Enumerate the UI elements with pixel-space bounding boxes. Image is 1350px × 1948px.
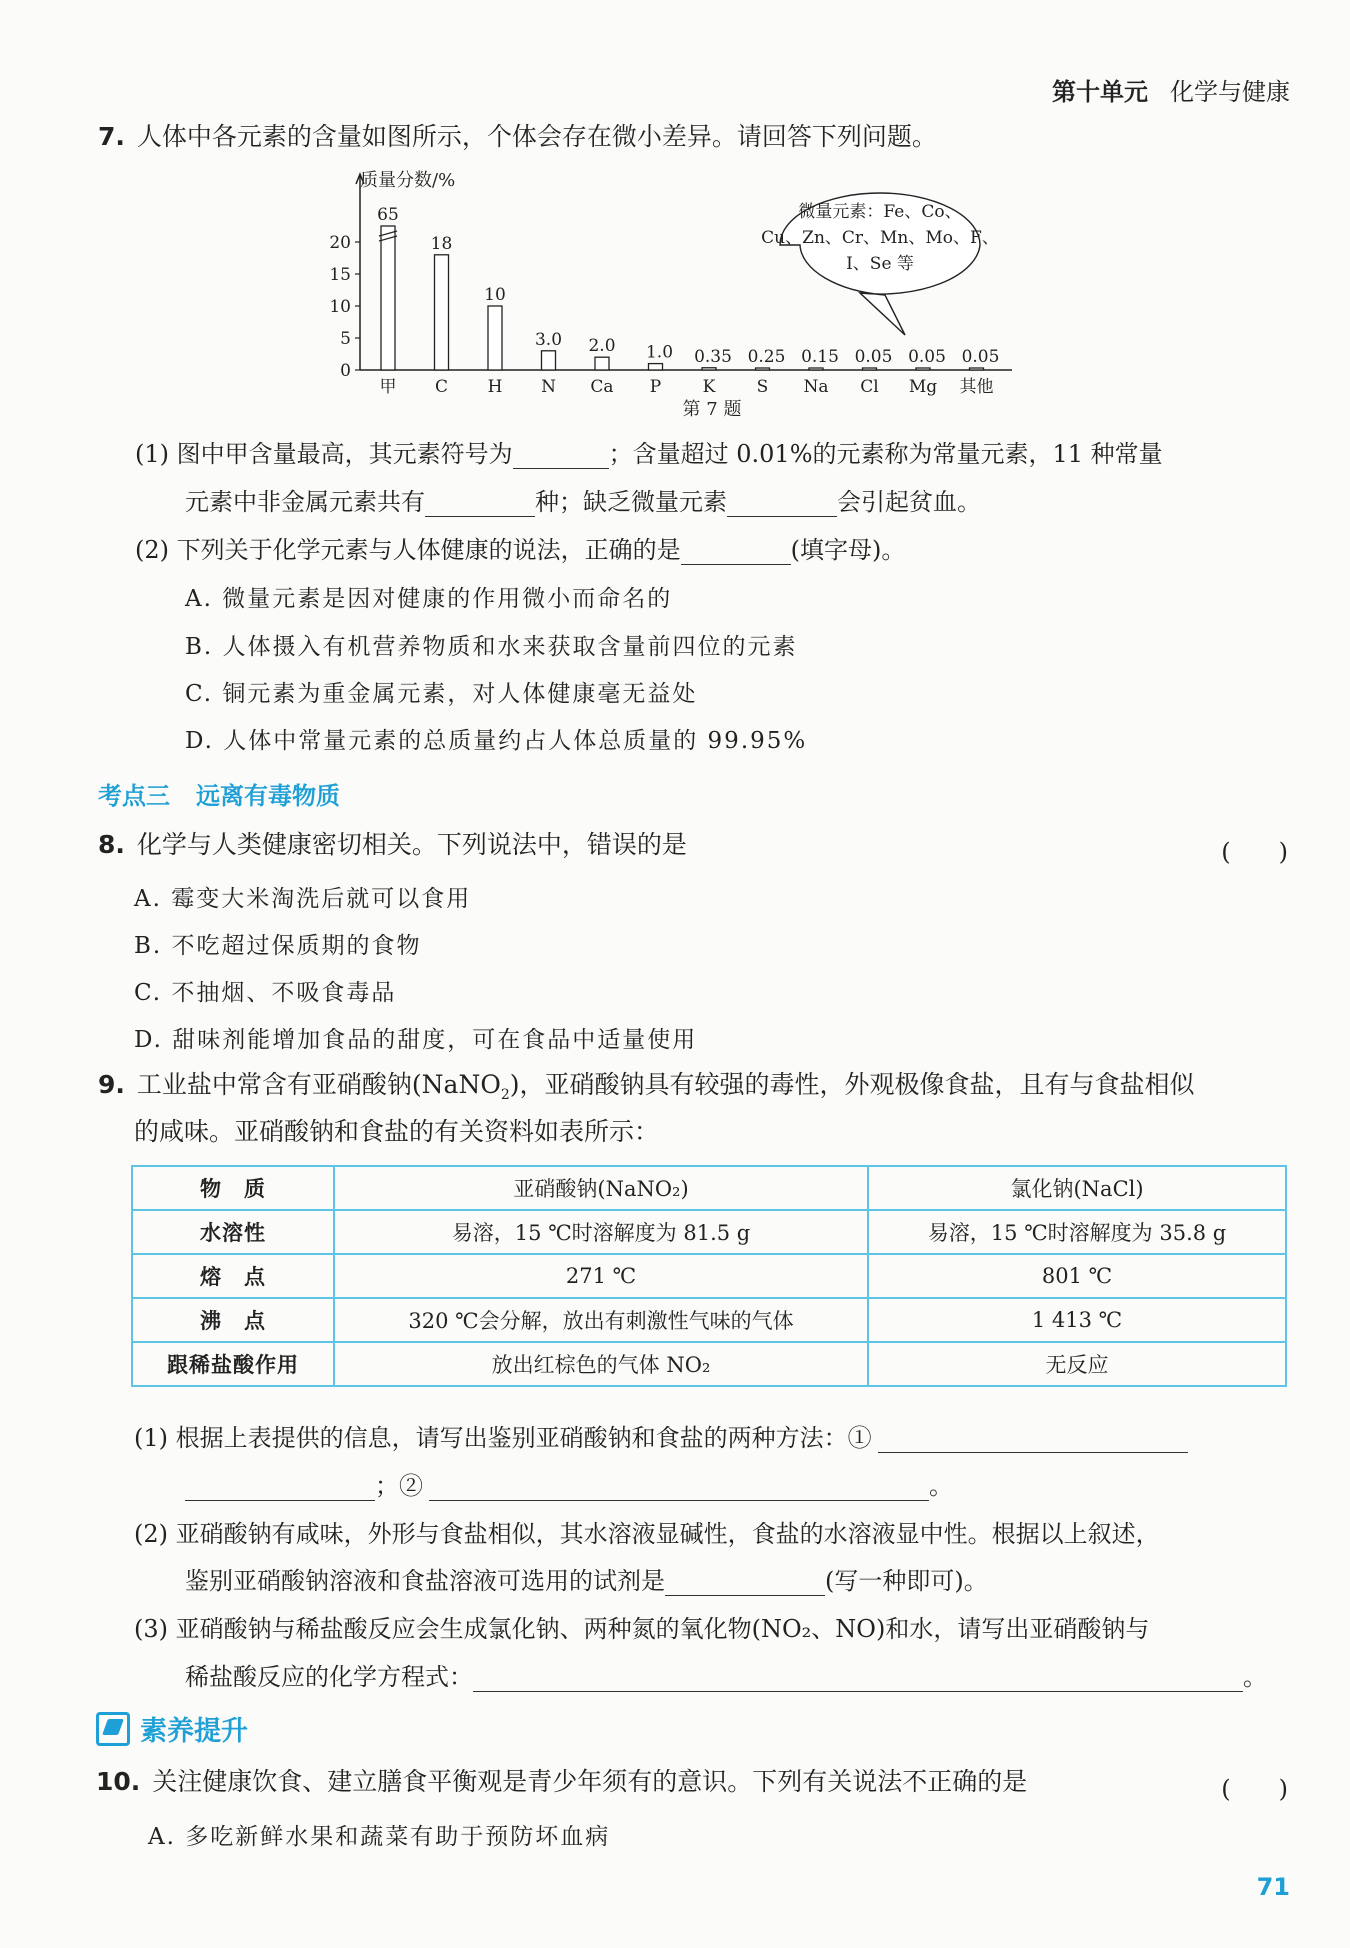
q7-option-b[interactable]: B. 人体摄入有机营养物质和水来获取含量前四位的元素 <box>185 634 798 660</box>
table-header-cell: 氯化钠(NaCl) <box>868 1166 1286 1210</box>
bar <box>702 368 716 370</box>
table-cell: 放出红棕色的气体 NO₂ <box>334 1342 868 1386</box>
x-tick-label: P <box>649 377 662 397</box>
answer-blank-method2[interactable] <box>429 1476 929 1501</box>
x-tick-label: Cl <box>860 377 879 397</box>
q9-stem-line2: 的咸味。亚硝酸钠和食盐的有关资料如表所示： <box>134 1117 660 1146</box>
bar <box>542 351 556 370</box>
bar <box>809 368 823 370</box>
bar-value-label: 3.0 <box>534 329 563 350</box>
bar <box>863 368 877 370</box>
chart-title: 第 7 题 <box>682 399 742 420</box>
x-tick-label: Na <box>803 377 829 397</box>
x-tick-label: K <box>702 377 716 397</box>
q8-option-b[interactable]: B. 不吃超过保质期的食物 <box>134 933 422 959</box>
table-row-label: 跟稀盐酸作用 <box>132 1342 334 1386</box>
answer-blank-count[interactable] <box>425 492 535 517</box>
bar-value-label: 1.0 <box>645 342 674 363</box>
q7-text: 人体中各元素的含量如图所示，个体会存在微小差异。请回答下列问题。 <box>136 122 937 151</box>
bar-value-label: 65 <box>377 205 399 225</box>
answer-blank-reagent[interactable] <box>665 1571 825 1596</box>
bubble-text-line: Cu、Zn、Cr、Mn、Mo、F、 <box>761 228 999 248</box>
element-content-chart <box>320 160 1100 430</box>
x-tick-label: C <box>434 377 449 397</box>
y-tick-label: 10 <box>329 297 351 317</box>
y-tick-label: 5 <box>340 329 351 349</box>
x-tick-label: 其他 <box>959 377 994 397</box>
bar <box>381 226 395 370</box>
q9-part1-line1: (1) 根据上表提供的信息，请写出鉴别亚硝酸钠和食盐的两种方法：① <box>134 1418 1188 1453</box>
edit-icon <box>96 1712 130 1746</box>
q10-stem: 10. 关注健康饮食、建立膳食平衡观是青少年须有的意识。下列有关说法不正确的是 <box>96 1767 1028 1796</box>
table-row-label: 水溶性 <box>132 1210 334 1254</box>
chart-ylabel: 质量分数/% <box>360 170 456 191</box>
q7-stem <box>98 122 937 152</box>
comparison-table <box>131 1165 1287 1387</box>
y-tick-label: 0 <box>340 361 351 381</box>
table-row-label: 沸 点 <box>132 1298 334 1342</box>
unit-title: 化学与健康 <box>1170 78 1290 106</box>
x-tick-label: Mg <box>908 377 938 397</box>
bar-value-label: 2.0 <box>588 336 616 357</box>
bubble-text-line: I、Se 等 <box>846 254 914 274</box>
bar <box>916 368 930 370</box>
x-tick-label: N <box>541 377 556 397</box>
x-tick-label: S <box>756 377 769 397</box>
bar-value-label: 18 <box>430 233 453 254</box>
x-tick-label: H <box>487 377 503 397</box>
q9-part2-line1: (2) 亚硝酸钠有咸味，外形与食盐相似，其水溶液显碱性，食盐的水溶液显中性。根据以上叙述， <box>134 1520 1160 1548</box>
table-row-label: 熔 点 <box>132 1254 334 1298</box>
q7-part1-line1: (1) 图中甲含量最高，其元素符号为 ；含量超过 0.01%的元素称为常量元素，11 种常量 <box>135 440 1163 468</box>
q7-part2: (2) 下列关于化学元素与人体健康的说法，正确的是 (填字母)。 <box>135 536 906 564</box>
unit-label: 第十单元 <box>1052 78 1148 106</box>
bar-value-label: 0.05 <box>854 347 893 367</box>
q9-part3-line2: 稀盐酸反应的化学方程式： 。 <box>185 1663 1267 1691</box>
section-heading-3: 考点三 远离有毒物质 <box>98 782 340 810</box>
bar <box>435 255 449 370</box>
answer-blank-trace-element[interactable] <box>727 492 837 517</box>
answer-blank-equation[interactable] <box>473 1667 1243 1692</box>
answer-blank-method1-cont[interactable] <box>185 1476 375 1501</box>
q7-option-c[interactable]: C. 铜元素为重金属元素，对人体健康毫无益处 <box>185 681 698 707</box>
table-cell: 1 413 ℃ <box>868 1298 1286 1342</box>
bar <box>488 306 502 370</box>
q8-stem: 8. 化学与人类健康密切相关。下列说法中，错误的是 <box>98 830 687 859</box>
answer-blank-method1[interactable] <box>878 1428 1188 1453</box>
q9-part1-line2: ；② 。 <box>185 1466 953 1501</box>
bar-value-label: 0.25 <box>747 347 786 367</box>
bar <box>756 368 770 370</box>
answer-blank-choice[interactable] <box>681 540 791 565</box>
q9-stem-line1: 9. 工业盐中常含有亚硝酸钠(NaNO$_2$)，亚硝酸钠具有较强的毒性，外观极像食盐，且有与食盐相似 <box>98 1070 1195 1103</box>
table-row <box>132 1210 1286 1254</box>
bar <box>595 357 609 370</box>
page-number: 71 <box>1256 1873 1290 1901</box>
q10-option-a[interactable]: A. 多吃新鲜水果和蔬菜有助于预防坏血病 <box>148 1824 611 1850</box>
q8-answer-paren[interactable]: ( ) <box>1221 838 1288 866</box>
table-row <box>132 1254 1286 1298</box>
table-header-cell: 亚硝酸钠(NaNO₂) <box>334 1166 868 1210</box>
bar <box>970 368 984 370</box>
table-cell: 易溶，15 ℃时溶解度为 81.5 g <box>334 1210 868 1254</box>
q8-option-a[interactable]: A. 霉变大米淘洗后就可以食用 <box>134 886 472 912</box>
q8-option-d[interactable]: D. 甜味剂能增加食品的甜度，可在食品中适量使用 <box>134 1027 698 1053</box>
bubble-text-line: 微量元素：Fe、Co、 <box>798 202 962 222</box>
table-cell: 易溶，15 ℃时溶解度为 35.8 g <box>868 1210 1286 1254</box>
x-tick-label: Ca <box>590 377 614 397</box>
q7-option-a[interactable]: A. 微量元素是因对健康的作用微小而命名的 <box>185 586 673 612</box>
bar-value-label: 10 <box>484 285 506 305</box>
section-heading-improve: 素养提升 <box>96 1709 248 1748</box>
table-row <box>132 1342 1286 1386</box>
page-header <box>1052 72 1290 107</box>
table-cell: 801 ℃ <box>868 1254 1286 1298</box>
answer-blank-symbol[interactable] <box>513 444 609 469</box>
q7-option-d[interactable]: D. 人体中常量元素的总质量约占人体总质量的 99.95% <box>185 728 808 754</box>
table-cell: 无反应 <box>868 1342 1286 1386</box>
q9-part3-line1: (3) 亚硝酸钠与稀盐酸反应会生成氯化钠、两种氮的氧化物(NO₂、NO)和水，请写出亚硝酸钠与 <box>134 1615 1150 1643</box>
y-tick-label: 15 <box>329 265 351 285</box>
q9-part2-line2: 鉴别亚硝酸钠溶液和食盐溶液可选用的试剂是 (写一种即可)。 <box>185 1567 988 1595</box>
table-cell: 271 ℃ <box>334 1254 868 1298</box>
bar-value-label: 0.05 <box>961 347 1000 367</box>
table-header-cell: 物 质 <box>132 1166 334 1210</box>
bar-value-label: 0.35 <box>694 346 732 367</box>
table-cell: 320 ℃会分解，放出有刺激性气味的气体 <box>334 1298 868 1342</box>
bar-value-label: 0.05 <box>908 347 946 367</box>
table-row <box>132 1298 1286 1342</box>
x-tick-label: 甲 <box>379 377 397 397</box>
q8-option-c[interactable]: C. 不抽烟、不吸食毒品 <box>134 980 397 1006</box>
q7-number: 7. <box>98 122 125 151</box>
trace-elements-bubble <box>761 193 999 335</box>
table-row <box>132 1166 1286 1210</box>
q10-answer-paren[interactable]: ( ) <box>1221 1775 1288 1803</box>
bar-value-label: 0.15 <box>801 347 839 367</box>
y-tick-label: 20 <box>329 233 351 253</box>
q7-part1-line2: 元素中非金属元素共有 种；缺乏微量元素 会引起贫血。 <box>185 488 981 516</box>
bar <box>649 364 663 370</box>
